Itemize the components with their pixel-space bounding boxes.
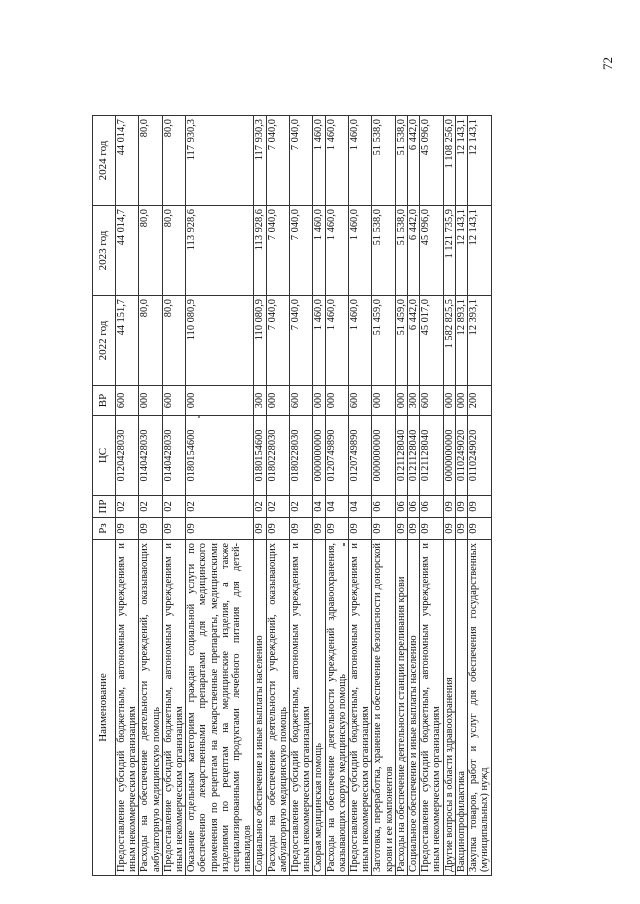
table-row bbox=[443, 116, 455, 876]
row-pr: 02 bbox=[139, 496, 162, 518]
row-name: Расходы на обеспечение деятельности учреждений, оказывающих амбулаторную медицинскую помощь bbox=[266, 540, 289, 876]
row-name: Скорая медицинская помощь bbox=[313, 540, 325, 876]
row-2023: 51 538,0 bbox=[395, 206, 407, 296]
row-2023: 80,0 bbox=[162, 206, 185, 296]
row-2022: 12 893,1 bbox=[455, 296, 467, 386]
row-2023: 1 460,0 bbox=[313, 206, 325, 296]
row-2022: 1 460,0 bbox=[325, 296, 348, 386]
row-2023: 113 928,6 bbox=[186, 206, 254, 296]
row-name: Социальное обеспечение и иные выплаты населению bbox=[254, 540, 266, 876]
row-2022: 12 393,1 bbox=[468, 296, 491, 386]
header-cs: ЦС bbox=[93, 416, 116, 496]
row-2024: 6 442,0 bbox=[408, 116, 420, 206]
row-cs: 0180228030 bbox=[290, 416, 313, 496]
table-row bbox=[162, 116, 185, 876]
row-vr: 000 bbox=[372, 386, 395, 416]
row-2023: 6 442,0 bbox=[408, 206, 420, 296]
row-vr: 600 bbox=[349, 386, 372, 416]
row-vr: 000 bbox=[443, 386, 455, 416]
row-2022: 80,0 bbox=[162, 296, 185, 386]
header-2022: 2022 год bbox=[93, 296, 116, 386]
row-2024: 1 460,0 bbox=[325, 116, 348, 206]
row-vr: 000 bbox=[455, 386, 467, 416]
row-2022: 7 040,0 bbox=[290, 296, 313, 386]
row-cs: 0180154600 bbox=[186, 416, 254, 496]
row-2023: 45 096,0 bbox=[420, 206, 443, 296]
table-row bbox=[408, 116, 420, 876]
row-name: Другие вопросы в области здравоохранения bbox=[443, 540, 455, 876]
row-name: Предоставление субсидий бюджетным, автономным учреждениям и иным некоммерческим организациям bbox=[116, 540, 139, 876]
row-2022: 1 582 825,5 bbox=[443, 296, 455, 386]
table-row bbox=[372, 116, 395, 876]
row-name: Предоставление субсидий бюджетным, автономным учреждениям и иным некоммерческим организациям bbox=[290, 540, 313, 876]
row-rz: 09 bbox=[325, 518, 348, 540]
row-2022: 1 460,0 bbox=[349, 296, 372, 386]
row-vr: 000 bbox=[266, 386, 289, 416]
budget-table-rotated bbox=[92, 116, 604, 876]
row-name: Заготовка, переработка, хранение и обеспечение безопасности донорской крови и ее компонентов bbox=[372, 540, 395, 876]
table-row bbox=[290, 116, 313, 876]
row-vr: 000 bbox=[313, 386, 325, 416]
row-2024: 80,0 bbox=[162, 116, 185, 206]
table-row bbox=[266, 116, 289, 876]
row-vr: 000 bbox=[186, 386, 254, 416]
row-name: Вакцинопрофилактика bbox=[455, 540, 467, 876]
row-rz: 09 bbox=[266, 518, 289, 540]
row-name: Предоставление субсидий бюджетным, автономным учреждениям и иным некоммерческим организациям bbox=[349, 540, 372, 876]
table-row bbox=[116, 116, 139, 876]
row-vr: 000 bbox=[395, 386, 407, 416]
row-2024: 45 096,0 bbox=[420, 116, 443, 206]
header-pr: ПР bbox=[93, 496, 116, 518]
row-pr: 06 bbox=[420, 496, 443, 518]
row-pr: 02 bbox=[162, 496, 185, 518]
row-vr: 000 bbox=[325, 386, 348, 416]
table-row bbox=[313, 116, 325, 876]
row-cs: 0121128040 bbox=[408, 416, 420, 496]
row-rz: 09 bbox=[443, 518, 455, 540]
row-pr: 09 bbox=[443, 496, 455, 518]
row-2022: 44 151,7 bbox=[116, 296, 139, 386]
row-2023: 1 121 735,9 bbox=[443, 206, 455, 296]
row-2023: 7 040,0 bbox=[266, 206, 289, 296]
row-cs: 0180228030 bbox=[266, 416, 289, 496]
header-rz: Рз bbox=[93, 518, 116, 540]
row-2024: 117 930,3 bbox=[186, 116, 254, 206]
table-row bbox=[395, 116, 407, 876]
row-cs: 0140428030 bbox=[139, 416, 162, 496]
table-row bbox=[254, 116, 266, 876]
row-2023: 7 040,0 bbox=[290, 206, 313, 296]
row-2022: 6 442,0 bbox=[408, 296, 420, 386]
row-2023: 80,0 bbox=[139, 206, 162, 296]
row-rz: 09 bbox=[408, 518, 420, 540]
row-pr: 02 bbox=[254, 496, 266, 518]
row-cs: 0121128040 bbox=[420, 416, 443, 496]
row-vr: 000 bbox=[139, 386, 162, 416]
header-2023: 2023 год bbox=[93, 206, 116, 296]
row-rz: 09 bbox=[349, 518, 372, 540]
row-vr: 600 bbox=[420, 386, 443, 416]
row-name: Предоставление субсидий бюджетным, автономным учреждениям и иным некоммерческим организациям bbox=[162, 540, 185, 876]
row-2024: 7 040,0 bbox=[290, 116, 313, 206]
row-pr: 02 bbox=[186, 496, 254, 518]
row-2022: 51 459,0 bbox=[372, 296, 395, 386]
row-2022: 80,0 bbox=[139, 296, 162, 386]
row-rz: 09 bbox=[162, 518, 185, 540]
row-pr: 02 bbox=[116, 496, 139, 518]
row-vr: 600 bbox=[290, 386, 313, 416]
row-vr: 600 bbox=[162, 386, 185, 416]
budget-table bbox=[92, 115, 492, 876]
row-2024: 7 040,0 bbox=[266, 116, 289, 206]
row-name: Расходы на обеспечение деятельности учреждений здравоохранения, оказывающих скорую медицинскую помощь bbox=[325, 540, 348, 876]
row-2024: 12 143,1 bbox=[455, 116, 467, 206]
row-cs: 0000000000 bbox=[313, 416, 325, 496]
row-2022: 7 040,0 bbox=[266, 296, 289, 386]
row-rz: 09 bbox=[313, 518, 325, 540]
row-2024: 51 538,0 bbox=[395, 116, 407, 206]
row-cs: 0140428030 bbox=[162, 416, 185, 496]
row-pr: 04 bbox=[325, 496, 348, 518]
row-pr: 09 bbox=[455, 496, 467, 518]
row-name: Социальное обеспечение и иные выплаты населению bbox=[408, 540, 420, 876]
row-cs: 0110249020 bbox=[455, 416, 467, 496]
table-row bbox=[420, 116, 443, 876]
row-2022: 1 460,0 bbox=[313, 296, 325, 386]
row-cs: 0110249020 bbox=[468, 416, 491, 496]
table-row bbox=[468, 116, 491, 876]
row-2023: 12 143,1 bbox=[468, 206, 491, 296]
row-2023: 1 460,0 bbox=[325, 206, 348, 296]
row-vr: 600 bbox=[116, 386, 139, 416]
row-2023: 51 538,0 bbox=[372, 206, 395, 296]
row-2023: 12 143,1 bbox=[455, 206, 467, 296]
row-rz: 09 bbox=[455, 518, 467, 540]
row-rz: 09 bbox=[116, 518, 139, 540]
row-2023: 113 928,6 bbox=[254, 206, 266, 296]
table-row bbox=[139, 116, 162, 876]
row-rz: 09 bbox=[420, 518, 443, 540]
header-2024: 2024 год bbox=[93, 116, 116, 206]
row-2024: 117 930,3 bbox=[254, 116, 266, 206]
row-2023: 44 014,7 bbox=[116, 206, 139, 296]
page-number: 72 bbox=[600, 57, 615, 70]
row-2024: 1 108 256,0 bbox=[443, 116, 455, 206]
row-vr: 300 bbox=[254, 386, 266, 416]
row-rz: 09 bbox=[395, 518, 407, 540]
row-name: Расходы на обеспечение деятельности станции переливания крови bbox=[395, 540, 407, 876]
header-name: Наименование bbox=[93, 540, 116, 876]
row-name: Закупка товаров, работ и услуг для обеспечения государственных (муниципальных) нужд bbox=[468, 540, 491, 876]
row-2024: 51 538,0 bbox=[372, 116, 395, 206]
row-cs: 0120749890 bbox=[325, 416, 348, 496]
row-name: Расходы на обеспечение деятельности учреждений, оказывающих амбулаторную медицинскую помощь bbox=[139, 540, 162, 876]
table-row bbox=[186, 116, 254, 876]
row-2024: 1 460,0 bbox=[313, 116, 325, 206]
row-2024: 1 460,0 bbox=[349, 116, 372, 206]
row-cs: 0120749890 bbox=[349, 416, 372, 496]
row-cs: 0000000000 bbox=[372, 416, 395, 496]
table-row bbox=[325, 116, 348, 876]
header-vr: ВР bbox=[93, 386, 116, 416]
row-2022: 110 080,9 bbox=[254, 296, 266, 386]
row-2024: 12 143,1 bbox=[468, 116, 491, 206]
row-pr: 04 bbox=[349, 496, 372, 518]
row-pr: 09 bbox=[468, 496, 491, 518]
row-pr: 06 bbox=[372, 496, 395, 518]
row-rz: 09 bbox=[139, 518, 162, 540]
row-rz: 09 bbox=[254, 518, 266, 540]
row-rz: 09 bbox=[372, 518, 395, 540]
row-name: Предоставление субсидий бюджетным, автономным учреждениям и иным некоммерческим организациям bbox=[420, 540, 443, 876]
row-pr: 04 bbox=[313, 496, 325, 518]
row-cs: 0120428030 bbox=[116, 416, 139, 496]
row-pr: 06 bbox=[395, 496, 407, 518]
row-rz: 09 bbox=[468, 518, 491, 540]
row-pr: 02 bbox=[266, 496, 289, 518]
row-pr: 06 bbox=[408, 496, 420, 518]
row-vr: 200 bbox=[468, 386, 491, 416]
row-cs: 0000000000 bbox=[443, 416, 455, 496]
row-vr: 300 bbox=[408, 386, 420, 416]
row-rz: 09 bbox=[290, 518, 313, 540]
row-cs: 0121128040 bbox=[395, 416, 407, 496]
table-header-row bbox=[93, 116, 116, 876]
row-2022: 110 080,9 bbox=[186, 296, 254, 386]
row-cs: 0180154600 bbox=[254, 416, 266, 496]
row-name: Оказание отдельным категориям граждан социальной услуги по обеспечению лекарственными препаратами для медицинского применения по рецептам на лекарственные препараты, медицинскими изделиями по рецептам на медицинские изделия, а также специализированными продуктами лечебного питания для детей-инвалидов bbox=[186, 540, 254, 876]
table-row bbox=[455, 116, 467, 876]
row-rz: 09 bbox=[186, 518, 254, 540]
table-row bbox=[349, 116, 372, 876]
table-body bbox=[116, 116, 492, 876]
row-2024: 44 014,7 bbox=[116, 116, 139, 206]
row-2024: 80,0 bbox=[139, 116, 162, 206]
row-2022: 51 459,0 bbox=[395, 296, 407, 386]
row-pr: 02 bbox=[290, 496, 313, 518]
row-2022: 45 017,0 bbox=[420, 296, 443, 386]
row-2023: 1 460,0 bbox=[349, 206, 372, 296]
